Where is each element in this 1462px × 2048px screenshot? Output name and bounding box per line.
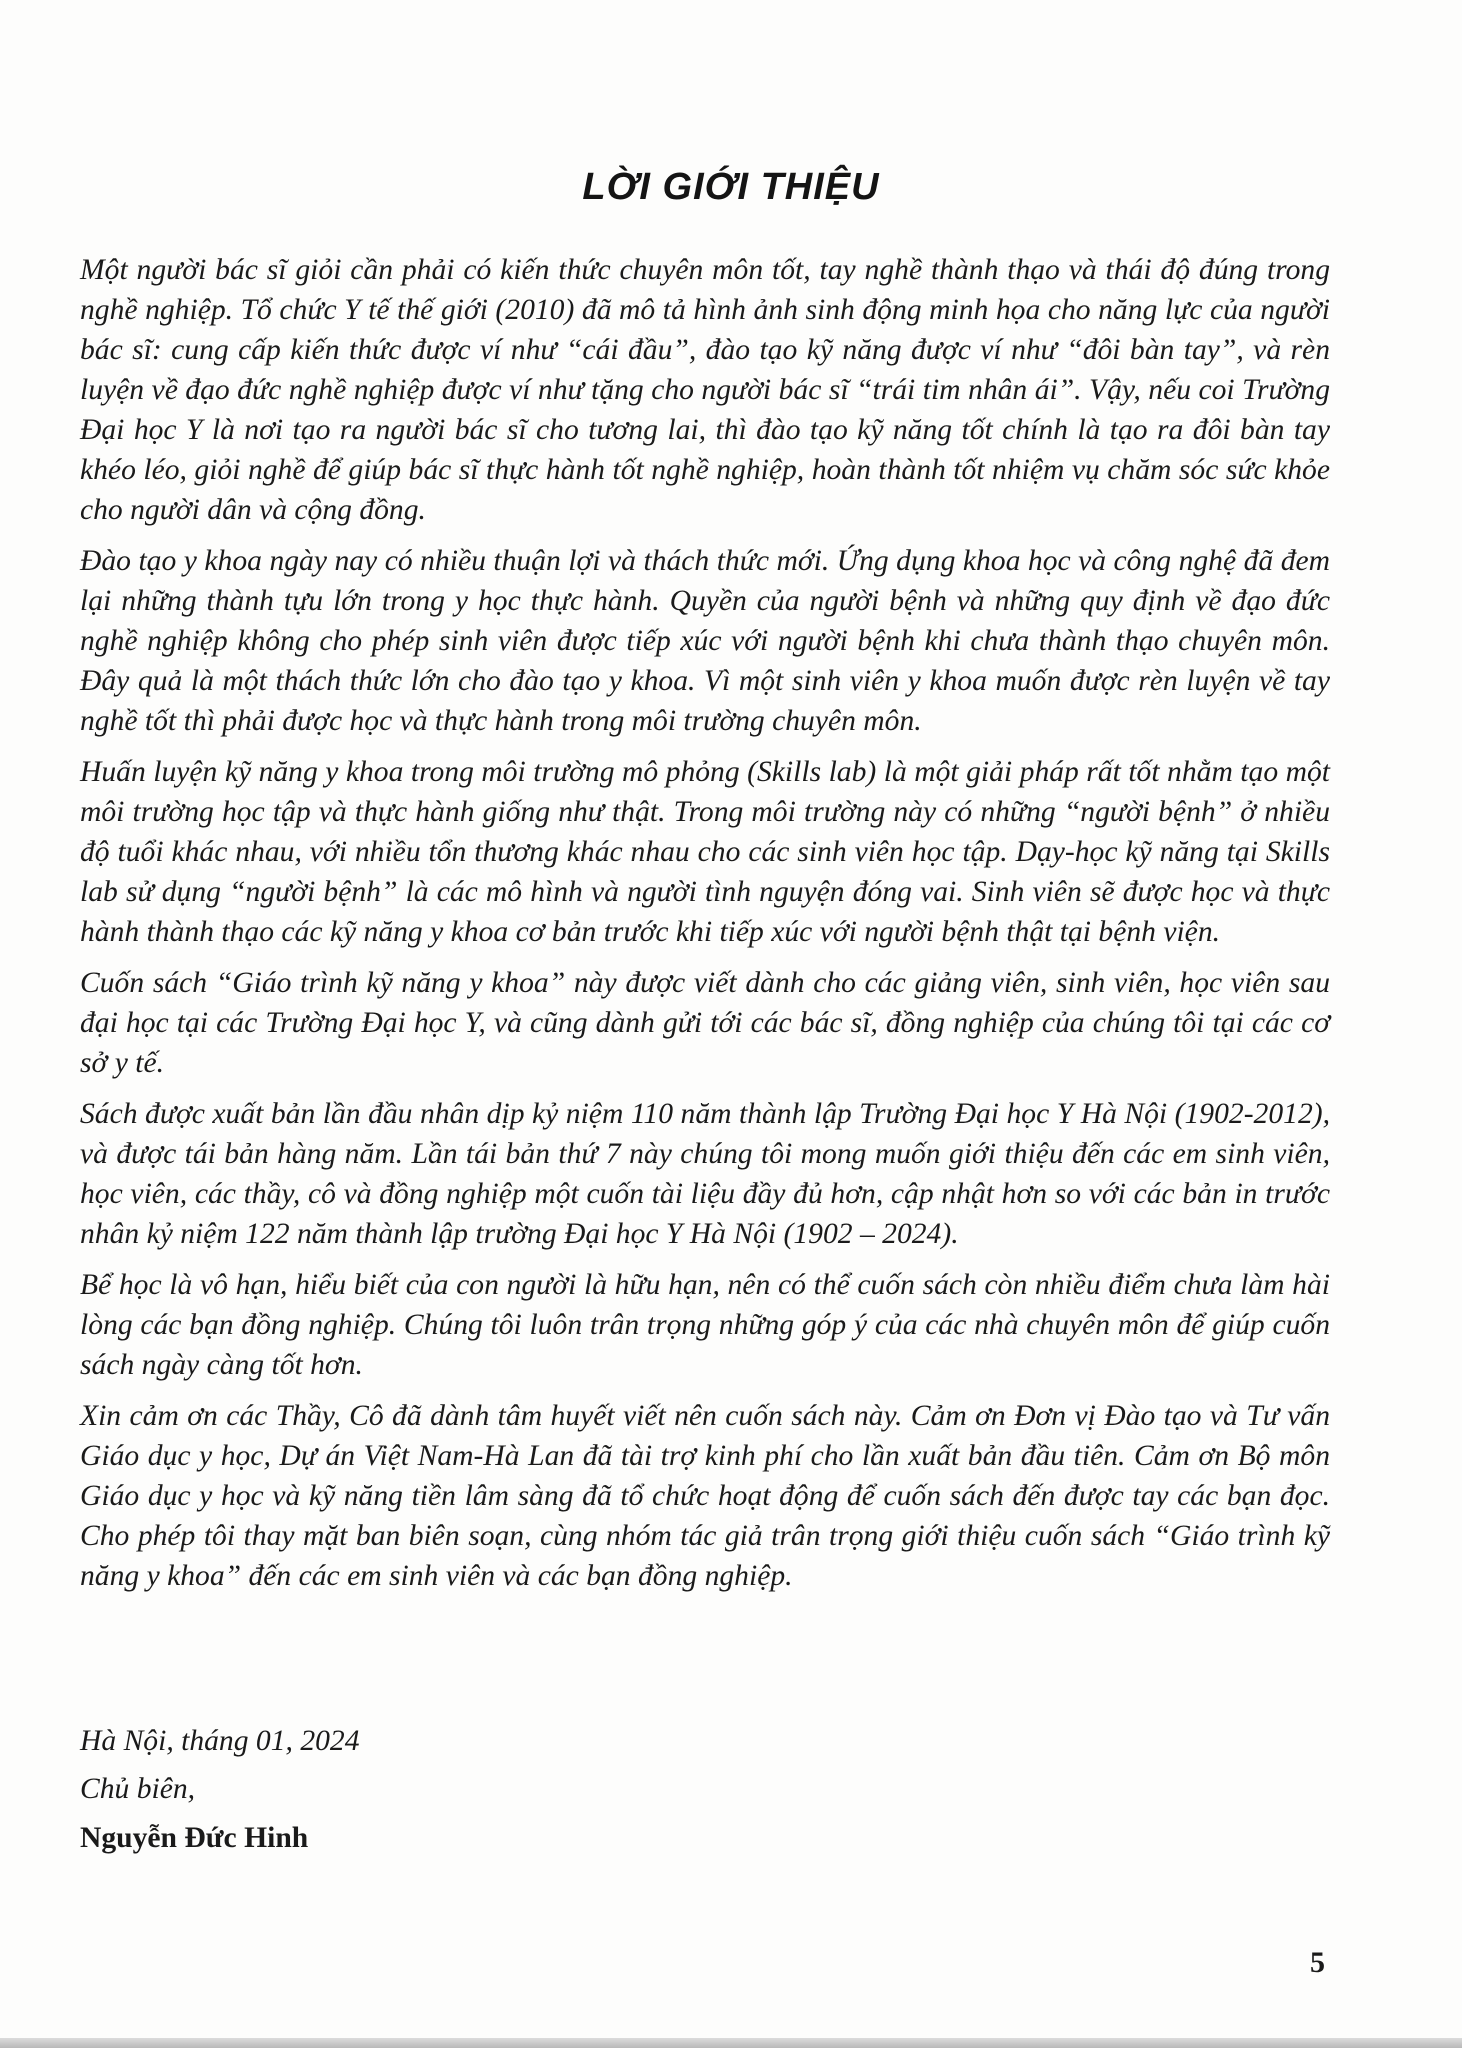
page-number: 5 — [1310, 1946, 1325, 1979]
paragraph-7: Xin cảm ơn các Thầy, Cô đã dành tâm huyết viết nên cuốn sách này. Cảm ơn Đơn vị Đào tạo và Tư vấn Giáo dục y học, Dự án Việt Nam-Hà Lan đã tài trợ kinh phí cho lần xuất bản đầu tiên. Cảm ơn Bộ môn Giáo dục y học và kỹ năng tiền lâm sàng đã tổ chức hoạt động để cuốn sách đến được tay các bạn đọc. Cho phép tôi thay mặt ban biên soạn, cùng nhóm tác giả trân trọng giới thiệu cuốn sách “Giáo trình kỹ năng y khoa” đến các em sinh viên và các bạn đồng nghiệp. — [80, 1400, 1330, 1592]
paragraph-2: Đào tạo y khoa ngày nay có nhiều thuận lợi và thách thức mới. Ứng dụng khoa học và công nghệ đã đem lại những thành tựu lớn trong y học thực hành. Quyền của người bệnh và những quy định về đạo đức nghề nghiệp không cho phép sinh viên được tiếp xúc với người bệnh khi chưa thành thạo chuyên môn. Đây quả là một thách thức lớn cho đào tạo y khoa. Vì một sinh viên y khoa muốn được rèn luyện về tay nghề tốt thì phải được học và thực hành trong môi trường chuyên môn. — [80, 545, 1330, 737]
paragraph-3: Huấn luyện kỹ năng y khoa trong môi trường mô phỏng (Skills lab) là một giải pháp rất tốt nhằm tạo một môi trường học tập và thực hành giống như thật. Trong môi trường này có những “người bệnh” ở nhiều độ tuổi khác nhau, với nhiều tổn thương khác nhau cho các sinh viên học tập. Dạy-học kỹ năng tại Skills lab sử dụng “người bệnh” là các mô hình và người tình nguyện đóng vai. Sinh viên sẽ được học và thực hành thành thạo các kỹ năng y khoa cơ bản trước khi tiếp xúc với người bệnh thật tại bệnh viện. — [80, 756, 1330, 948]
scan-edge — [0, 2038, 1462, 2048]
signature-place-date: Hà Nội, tháng 01, 2024 — [80, 1725, 360, 1757]
paragraph-6: Bể học là vô hạn, hiểu biết của con người là hữu hạn, nên có thể cuốn sách còn nhiều điểm chưa làm hài lòng các bạn đồng nghiệp. Chúng tôi luôn trân trọng những góp ý của các nhà chuyên môn để giúp cuốn sách ngày càng tốt hơn. — [80, 1269, 1330, 1381]
paragraph-1: Một người bác sĩ giỏi cần phải có kiến thức chuyên môn tốt, tay nghề thành thạo và thái độ đúng trong nghề nghiệp. Tổ chức Y tế thế giới (2010) đã mô tả hình ảnh sinh động minh họa cho năng lực của người bác sĩ: cung cấp kiến thức được ví như “cái đầu”, đào tạo kỹ năng được ví như “đôi bàn tay”, và rèn luyện về đạo đức nghề nghiệp được ví như tặng cho người bác sĩ “trái tim nhân ái”. Vậy, nếu coi Trường Đại học Y là nơi tạo ra người bác sĩ cho tương lai, thì đào tạo kỹ năng tốt chính là tạo ra đôi bàn tay khéo léo, giỏi nghề để giúp bác sĩ thực hành tốt nghề nghiệp, hoàn thành tốt nhiệm vụ chăm sóc sức khỏe cho người dân và cộng đồng. — [80, 254, 1330, 526]
paragraph-5: Sách được xuất bản lần đầu nhân dịp kỷ niệm 110 năm thành lập Trường Đại học Y Hà Nội (1902-2012), và được tái bản hàng năm. Lần tái bản thứ 7 này chúng tôi mong muốn giới thiệu đến các em sinh viên, học viên, các thầy, cô và đồng nghiệp một cuốn tài liệu đầy đủ hơn, cập nhật hơn so với các bản in trước nhân kỷ niệm 122 năm thành lập trường Đại học Y Hà Nội (1902 – 2024). — [80, 1098, 1330, 1250]
page-title: LỜI GIỚI THIỆU — [582, 166, 880, 208]
paragraph-4: Cuốn sách “Giáo trình kỹ năng y khoa” này được viết dành cho các giảng viên, sinh viên, học viên sau đại học tại các Trường Đại học Y, và cũng dành gửi tới các bác sĩ, đồng nghiệp của chúng tôi tại các cơ sở y tế. — [80, 967, 1330, 1079]
signature-name: Nguyễn Đức Hinh — [80, 1822, 309, 1854]
signature-role: Chủ biên, — [80, 1773, 196, 1805]
body-text — [80, 250, 1330, 1607]
